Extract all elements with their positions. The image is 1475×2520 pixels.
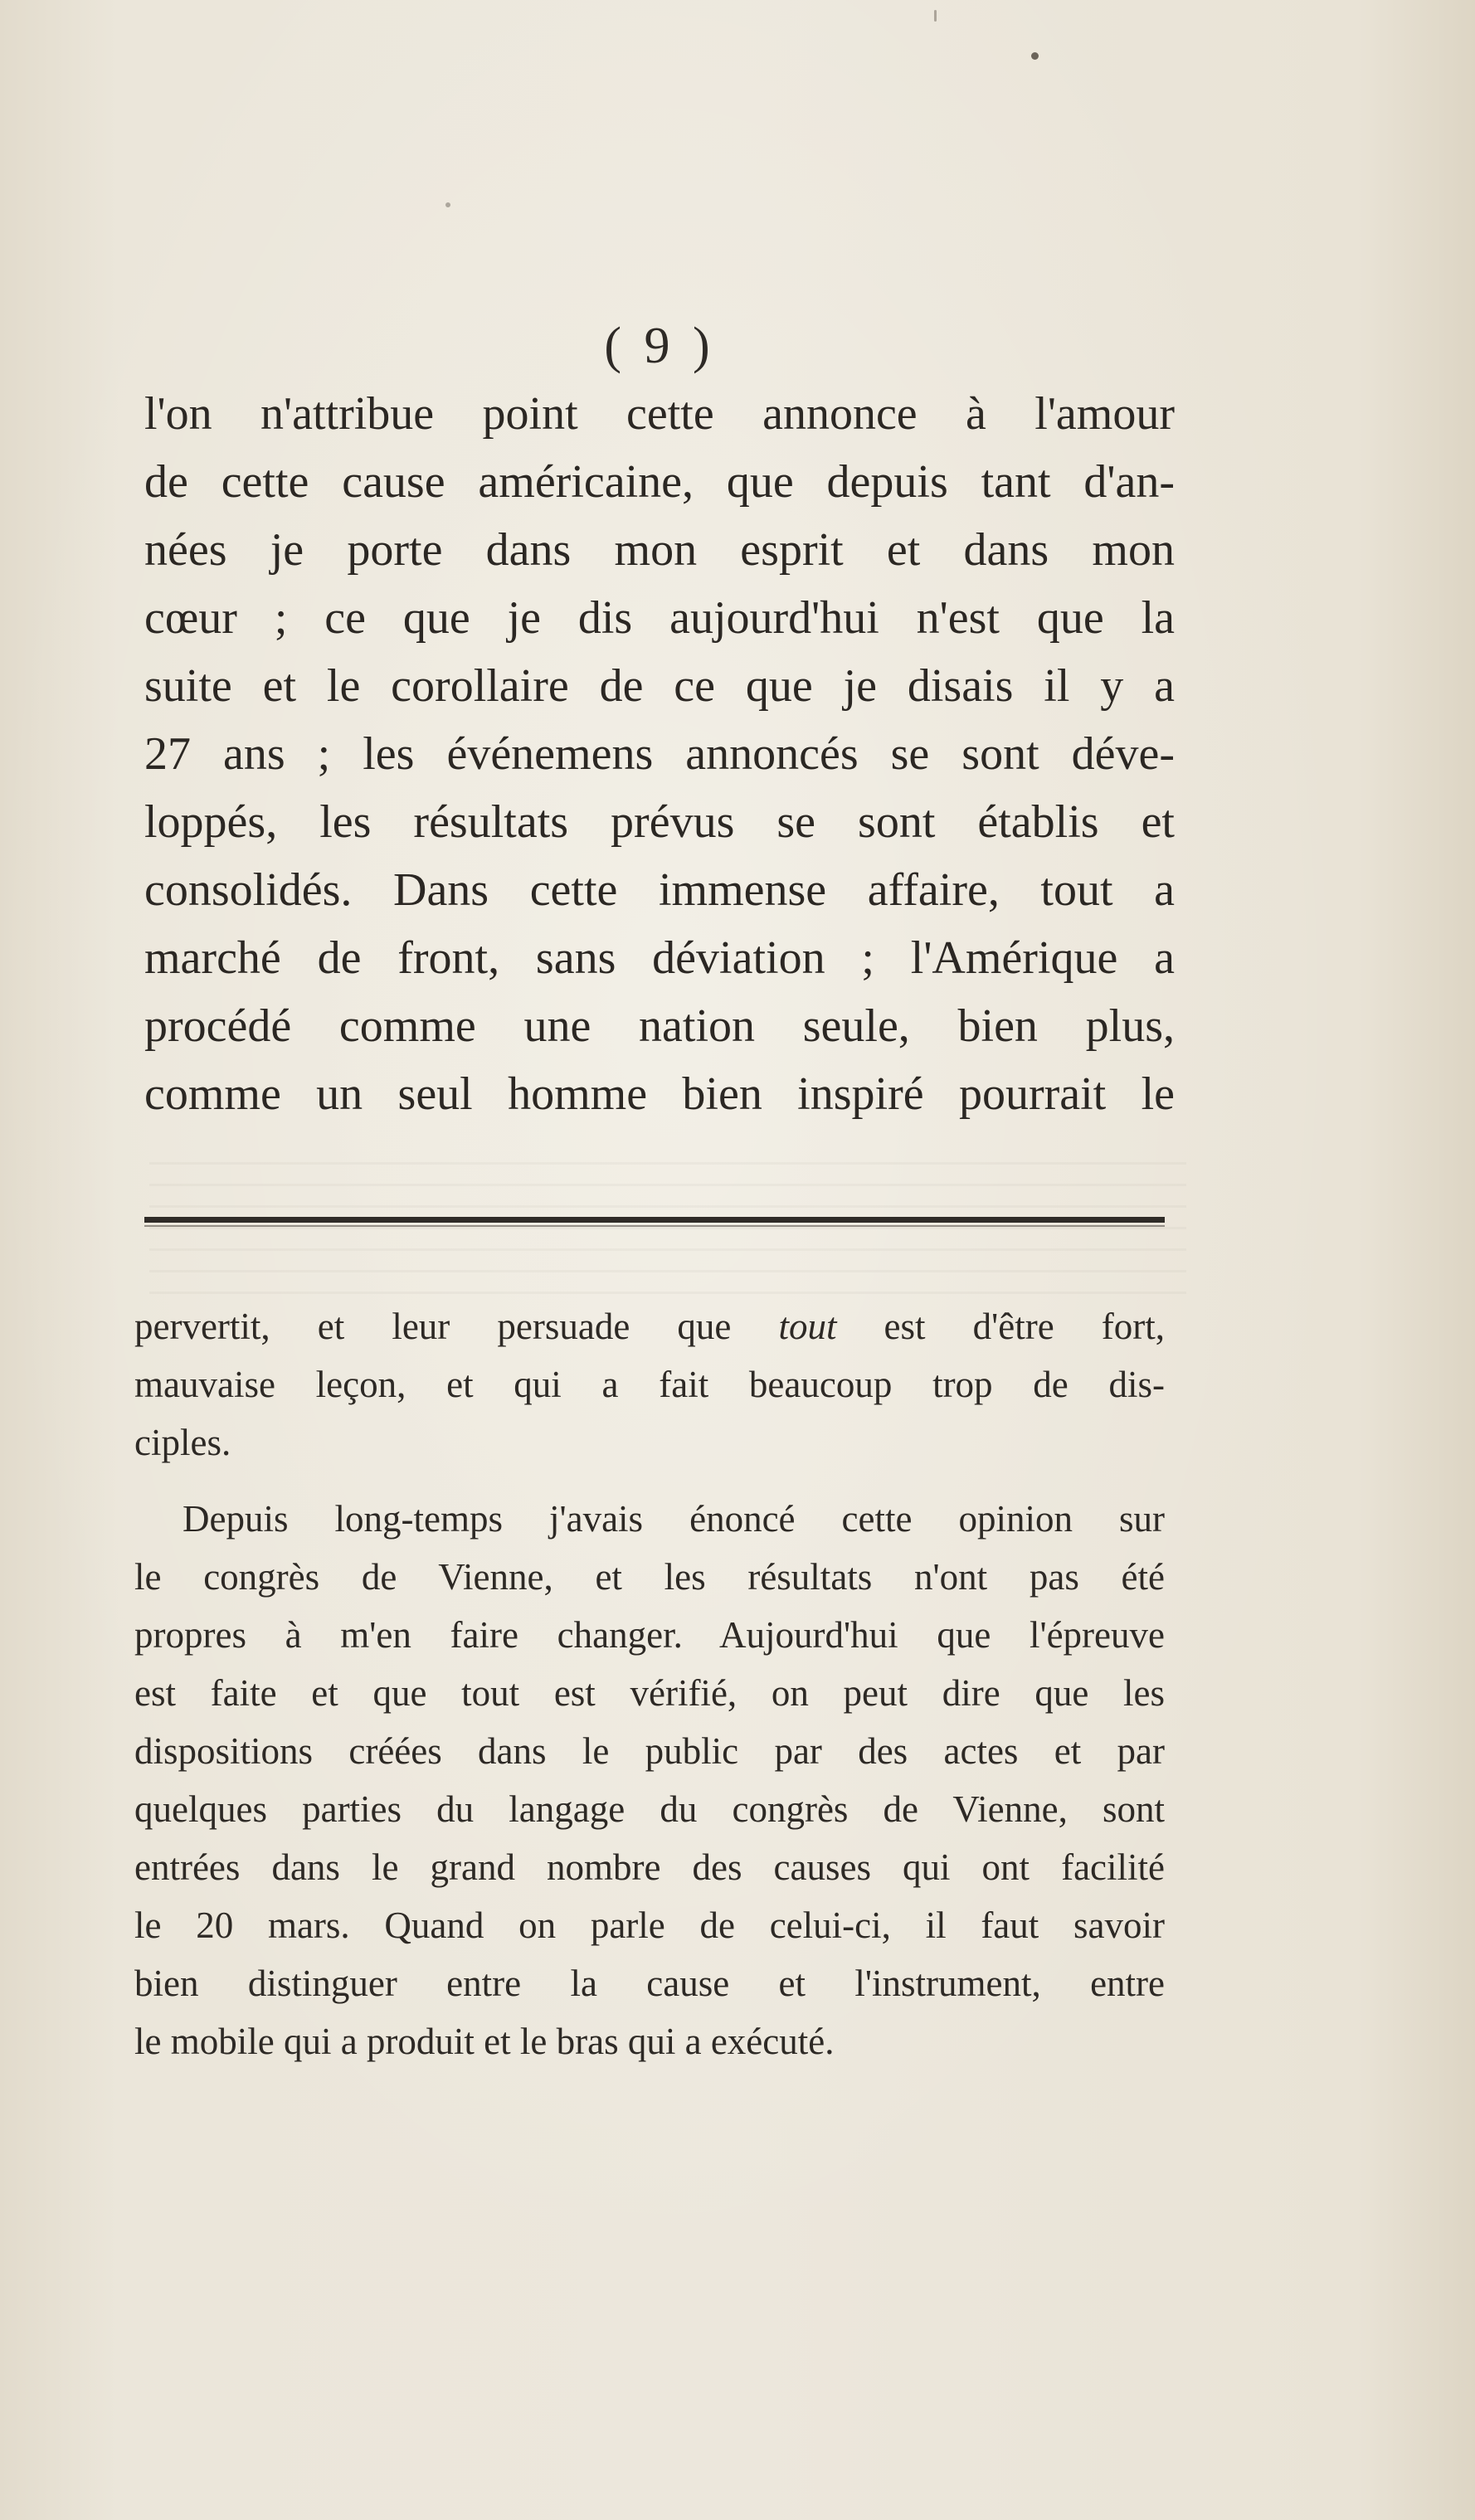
- footnote-text: pervertit, et leur persuade que: [134, 1306, 779, 1347]
- footnote-line: le mobile qui a produit et le bras qui a exécuté.: [134, 2021, 835, 2062]
- footnote-line: le 20 mars. Quand on parle de celui-ci, il faut savoir: [134, 1905, 1165, 1946]
- footnote-italic-word: tout: [778, 1306, 837, 1347]
- text-line: nées je porte dans mon esprit et dans mon: [144, 524, 1175, 576]
- text-line: comme un seul homme bien inspiré pourrait le: [144, 1068, 1175, 1120]
- text-line: marché de front, sans déviation ; l'Amérique a: [144, 932, 1175, 984]
- text-line: procédé comme une nation seule, bien plus,: [144, 1000, 1175, 1052]
- paragraph-gap: [134, 1472, 1165, 1490]
- text-line: l'on n'attribue point cette annonce à l'amour: [144, 388, 1175, 440]
- text-line: cœur ; ce que je dis aujourd'hui n'est que la: [144, 592, 1175, 644]
- text-line: loppés, les résultats prévus se sont établis et: [144, 796, 1175, 848]
- show-through-texture: [149, 1161, 1186, 1294]
- footnote-block: [134, 1297, 1165, 2070]
- footnote-line: ciples.: [134, 1422, 231, 1463]
- text-line: 27 ans ; les événemens annoncés se sont déve-: [144, 728, 1175, 780]
- text-line: suite et le corollaire de ce que je disais il y a: [144, 660, 1175, 712]
- footnote-separator-rule-shadow: [144, 1225, 1165, 1227]
- footnote-line: quelques parties du langage du congrès de Vienne, sont: [134, 1788, 1165, 1830]
- footnote-line: est faite et que tout est vérifié, on peut dire que les: [134, 1672, 1165, 1714]
- footnote-line: mauvaise leçon, et qui a fait beaucoup trop de dis-: [134, 1364, 1165, 1405]
- ink-speck: [1031, 52, 1039, 60]
- footnote-line: entrées dans le grand nombre des causes qui ont facilité: [134, 1846, 1165, 1888]
- footnote-line: propres à m'en faire changer. Aujourd'hui que l'épreuve: [134, 1614, 1165, 1656]
- footnote-line: bien distinguer entre la cause et l'instrument, entre: [134, 1963, 1165, 2004]
- footnote-line: le congrès de Vienne, et les résultats n'ont pas été: [134, 1556, 1165, 1598]
- footnote-text: est d'être fort,: [836, 1306, 1165, 1347]
- ink-speck: [934, 10, 937, 22]
- page-number: ( 9 ): [604, 318, 715, 374]
- text-line: consolidés. Dans cette immense affaire, tout a: [144, 864, 1175, 916]
- footnote-line: Depuis long-temps j'avais énoncé cette opinion sur: [183, 1498, 1165, 1540]
- footnote-line: [134, 1297, 1165, 1355]
- footnote-line: dispositions créées dans le public par des actes et par: [134, 1730, 1165, 1772]
- main-text-block: [144, 380, 1175, 1128]
- text-line: de cette cause américaine, que depuis tant d'an-: [144, 456, 1175, 508]
- footnote-separator-rule: [144, 1217, 1165, 1223]
- ink-speck: [445, 202, 450, 207]
